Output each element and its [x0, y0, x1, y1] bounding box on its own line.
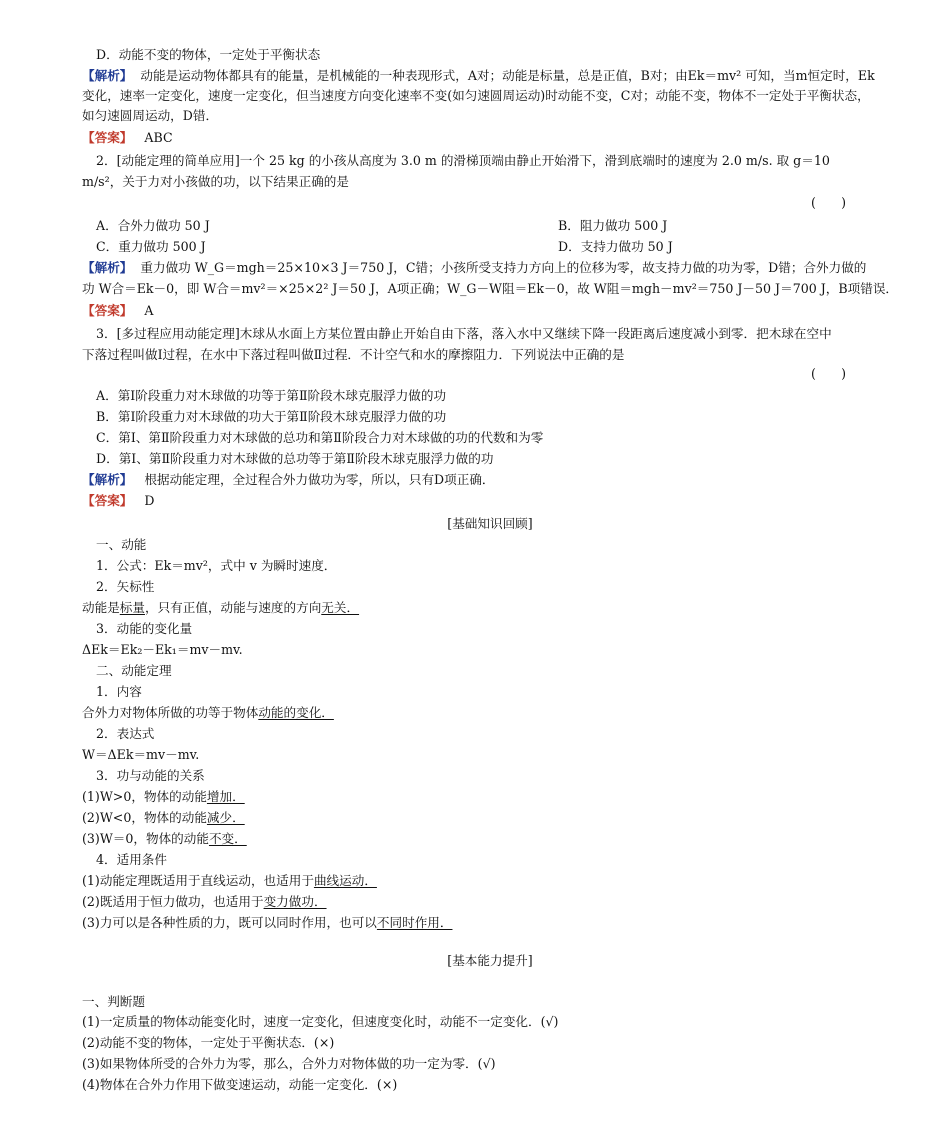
q3-bracket: ( ): [810, 366, 846, 381]
text-fragment: (2)W<0，物体的动能: [82, 810, 207, 825]
q3-option-d: D．第Ⅰ、第Ⅱ阶段重力对木球做的总功等于第Ⅱ阶段木球克服浮力做的功: [96, 451, 494, 466]
text-fragment: 合外力对物体所做的功等于物体: [82, 705, 259, 720]
basics-condition-2: [82, 892, 898, 911]
answer-tag: 【答案】: [82, 130, 133, 145]
basics-conditions: 4．适用条件: [96, 852, 167, 867]
analysis-tag: 【解析】: [82, 472, 133, 487]
q2-analysis-text-2: 功 W合＝Ek－0，即 W合＝mv²＝×25×2² J＝50 J，A项正确；W_G－W阻＝Ek－0，故 W阻＝mgh－mv²＝750 J－50 J＝700 J，B项错误．: [82, 281, 899, 296]
blank-answer: 无关．: [321, 600, 360, 615]
q1-answer: [82, 128, 898, 147]
q3-option-c: C．第Ⅰ、第Ⅱ阶段重力对木球做的总功和第Ⅱ阶段合力对木球做的功的代数和为零: [96, 430, 544, 445]
q2-answer: [82, 301, 898, 320]
ability-section-1: 一、判断题: [82, 994, 145, 1009]
q1-answer-value: ABC: [144, 130, 173, 145]
q1-analysis-text-1: 动能是运动物体都具有的能量，是机械能的一种表现形式，A对；动能是标量，总是正值，B对；由Ek＝mv² 可知，当m恒定时，Ek: [140, 68, 875, 83]
basics-condition-3: [82, 913, 898, 932]
basics-relation-3: [82, 829, 898, 848]
q2-bracket: ( ): [810, 195, 846, 210]
q2-options-row-2: [96, 237, 912, 256]
analysis-tag: 【解析】: [82, 68, 133, 83]
blank-answer: 标量: [119, 600, 145, 615]
q2-stem-1: 2．[动能定理的简单应用]一个 25 kg 的小孩从高度为 3.0 m 的滑梯顶端由静止开始滑下，滑到底端时的速度为 2.0 m/s. 取 g＝10: [96, 153, 830, 168]
basics-section-2: 二、动能定理: [96, 663, 172, 678]
answer-tag: 【答案】: [82, 303, 133, 318]
judgement-4: (4)物体在合外力作用下做变速运动，动能一定变化．(×): [82, 1077, 398, 1092]
ability-heading: [基本能力提升]: [447, 953, 533, 968]
analysis-tag: 【解析】: [82, 260, 133, 275]
blank-answer: 动能的变化．: [258, 705, 334, 720]
judgement-2: (2)动能不变的物体，一定处于平衡状态．(×): [82, 1035, 335, 1050]
blank-answer: 曲线运动．: [313, 873, 377, 888]
answer-tag: 【答案】: [82, 493, 133, 508]
blank-answer: 变力做功．: [263, 894, 327, 909]
text-fragment: (1)动能定理既适用于直线运动，也适用于: [82, 873, 314, 888]
text-fragment: (2)既适用于恒力做功，也适用于: [82, 894, 264, 909]
q3-stem-1: 3．[多过程应用动能定理]木球从水面上方某位置由静止开始自由下落，落入水中又继续下降一段距离后速度减小到零．把木球在空中: [96, 326, 832, 341]
text-fragment: 动能是: [82, 600, 120, 615]
q1-analysis: [82, 66, 898, 85]
basics-condition-1: [82, 871, 898, 890]
basics-relation-1: [82, 787, 898, 806]
text-fragment: (3)W＝0，物体的动能: [82, 831, 209, 846]
q3-option-b: B．第Ⅰ阶段重力对木球做的功大于第Ⅱ阶段木球克服浮力做的功: [96, 409, 447, 424]
q3-answer: [82, 491, 898, 510]
q2-options-row-1: [96, 216, 912, 235]
q1-option-d: D．动能不变的物体，一定处于平衡状态: [96, 47, 321, 62]
basics-content: 1．内容: [96, 684, 142, 699]
q3-analysis: [82, 470, 898, 489]
q2-analysis: [82, 258, 898, 277]
q3-analysis-text: 根据动能定理，全过程合外力做功为零，所以，只有D项正确．: [144, 472, 495, 487]
q3-stem-2: 下落过程叫做Ⅰ过程，在水中下落过程叫做Ⅱ过程．不计空气和水的摩擦阻力．下列说法中正确的是: [82, 347, 625, 362]
basics-formula: 1．公式：Ek＝mv²，式中 v 为瞬时速度．: [96, 558, 337, 573]
q1-analysis-text-2: 变化，速率一定变化，速度一定变化，但当速度方向变化速率不变(如匀速圆周运动)时动能不变，C对；动能不变，物体不一定处于平衡状态，: [82, 88, 870, 103]
text-fragment: (1)W>0，物体的动能: [82, 789, 207, 804]
q2-answer-value: A: [144, 303, 154, 318]
judgement-1: (1)一定质量的物体动能变化时，速度一定变化，但速度变化时，动能不一定变化．(√): [82, 1014, 559, 1029]
q3-answer-value: D: [144, 493, 155, 508]
basics-vector-scalar-text: [82, 598, 898, 617]
basics-section-1: 一、动能: [96, 537, 147, 552]
blank-answer: 不变．: [208, 831, 247, 846]
q2-option-a: A．合外力做功 50 J: [96, 218, 210, 233]
text-fragment: (3)力可以是各种性质的力，既可以同时作用，也可以: [82, 915, 377, 930]
q2-option-d: D．支持力做功 50 J: [558, 239, 673, 254]
q1-analysis-text-3: 如匀速圆周运动，D错．: [82, 108, 219, 123]
blank-answer: 减少．: [206, 810, 245, 825]
q2-option-c: C．重力做功 500 J: [96, 239, 206, 254]
basics-content-text: [82, 703, 898, 722]
basics-expression-formula: W＝ΔEk＝mv－mv.: [82, 747, 200, 762]
q3-option-a: A．第Ⅰ阶段重力对木球做的功等于第Ⅱ阶段木球克服浮力做的功: [96, 388, 447, 403]
basics-relation-2: [82, 808, 898, 827]
judgement-3: (3)如果物体所受的合外力为零，那么，合外力对物体做的功一定为零．(√): [82, 1056, 496, 1071]
blank-answer: 不同时作用．: [376, 915, 453, 930]
basics-expression: 2．表达式: [96, 726, 155, 741]
q2-stem-2: m/s²，关于力对小孩做的功，以下结果正确的是: [82, 174, 349, 189]
text-fragment: ，只有正值，动能与速度的方向: [144, 600, 322, 615]
blank-answer: 增加．: [206, 789, 245, 804]
basics-heading: [基础知识回顾]: [447, 516, 533, 531]
q2-analysis-text-1: 重力做功 W_G＝mgh＝25×10×3 J＝750 J，C错；小孩所受支持力方向上的位移为零，故支持力做的功为零，D错；合外力做的: [140, 260, 867, 275]
basics-relation: 3．功与动能的关系: [96, 768, 205, 783]
basics-vector-scalar: 2．矢标性: [96, 579, 155, 594]
basics-change-formula: ΔEk＝Ek₂－Ek₁＝mv－mv.: [82, 642, 243, 657]
basics-change: 3．动能的变化量: [96, 621, 193, 636]
q2-option-b: B．阻力做功 500 J: [558, 218, 668, 233]
